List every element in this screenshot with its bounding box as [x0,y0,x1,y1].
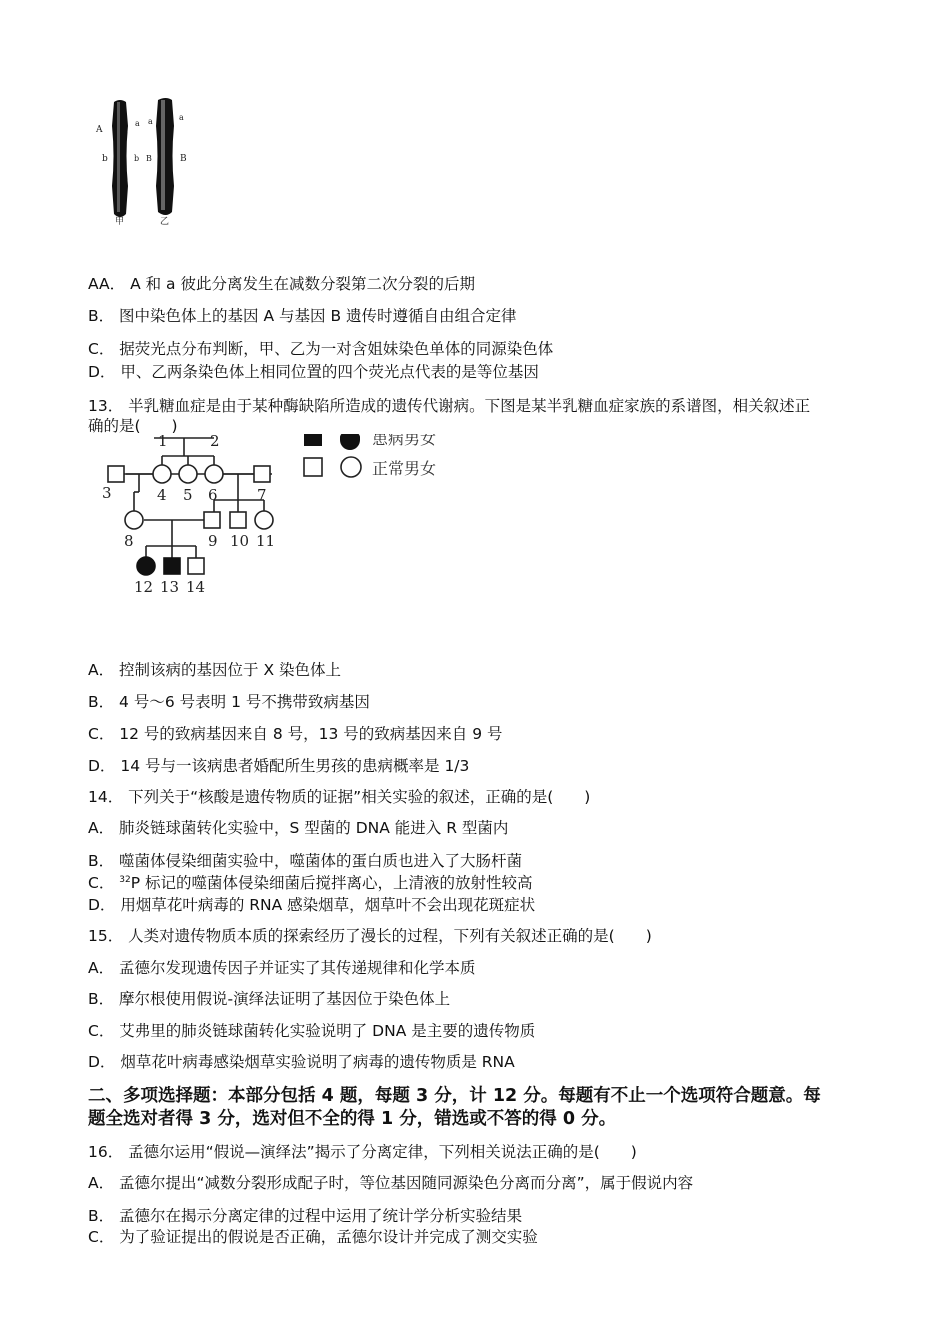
caption-jia: 甲 [115,217,125,227]
pedigree-female-6 [205,465,223,483]
chromosome-figure [90,96,210,231]
pedigree-number-5: 5 [183,486,193,504]
pedigree-number-9: 9 [208,532,218,550]
label-B-right: B [180,154,187,164]
label-A-left: A [96,125,103,135]
pedigree-number-1: 1 [158,434,168,450]
q14-stem: 14． 下列关于“核酸是遗传物质的证据”相关实验的叙述，正确的是( ) [88,788,591,806]
pedigree-number-6: 6 [208,486,218,504]
pedigree-male-3 [108,466,124,482]
section2-heading-line1: 二、多项选择题：本部分包括 4 题，每题 3 分，计 12 分。每题有不止一个选项符合题意。每 [88,1086,821,1106]
pedigree-male-9 [204,512,220,528]
q12-option-a: AA． A 和 a 彼此分离发生在减数分裂第二次分裂的后期 [88,275,475,293]
section2-heading-line2: 题全选对者得 3 分，选对但不全的得 1 分，错选或不答的得 0 分。 [88,1109,617,1129]
pedigree-number-2: 2 [210,434,220,450]
pedigree-male-7 [254,466,270,482]
q13-option-b: B． 4 号～6 号表明 1 号不携带致病基因 [88,693,370,711]
q16-option-b: B． 孟德尔在揭示分离定律的过程中运用了统计学分析实验结果 [88,1207,523,1225]
q13-option-c: C． 12 号的致病基因来自 8 号，13 号的致病基因来自 9 号 [88,725,503,743]
legend-affected-label: 患病男女 [372,434,437,448]
label-B-mid: B [146,154,152,163]
pedigree-male-10 [230,512,246,528]
q15-option-b: B． 摩尔根使用假说-演绎法证明了基因位于染色体上 [88,990,451,1008]
label-b-left: b [102,154,108,164]
pedigree-female-11 [255,511,273,529]
caption-yi: 乙 [160,217,170,227]
q16-option-c: C． 为了验证提出的假说是否正确，孟德尔设计并完成了测交实验 [88,1228,538,1246]
q13-option-d: D． 14 号与一该病患者婚配所生男孩的患病概率是 1/3 [88,757,470,775]
pedigree-female-5 [179,465,197,483]
q12-option-b: B． 图中染色体上的基因 A 与基因 B 遗传时遵循自由组合定律 [88,307,517,325]
q12-option-d: D． 甲、乙两条染色体上相同位置的四个荧光点代表的是等位基因 [88,363,539,381]
label-a-right: a [179,113,184,122]
q13-stem-line2: 确的是( ) [88,417,178,435]
legend-affected-male-icon [304,434,322,446]
q14-option-a: A． 肺炎链球菌转化实验中，S 型菌的 DNA 能进入 R 型菌内 [88,819,509,837]
q12-option-c: C． 据荧光点分布判断，甲、乙为一对含姐妹染色单体的同源染色体 [88,340,554,358]
q14-option-d: D． 用烟草花叶病毒的 RNA 感染烟草，烟草叶不会出现花斑症状 [88,896,536,914]
pedigree-male-14 [188,558,204,574]
pedigree-number-10: 10 [230,532,250,550]
pedigree-number-13: 13 [160,578,180,596]
legend-normal-label: 正常男女 [372,459,437,478]
q14-option-c-prefix: C． [88,874,120,892]
q15-stem: 15． 人类对遗传物质本质的探索经历了漫长的过程，下列有关叙述正确的是( ) [88,927,652,945]
q15-option-d: D． 烟草花叶病毒感染烟草实验说明了病毒的遗传物质是 RNA [88,1053,515,1071]
label-b-mid: b [134,154,140,163]
pedigree-number-12: 12 [134,578,154,596]
q13-stem-line1: 13． 半乳糖血症是由于某种酶缺陷所造成的遗传代谢病。下图是某半乳糖血症家族的系谱图，相关叙述正 [88,397,811,415]
pedigree-figure [96,434,466,604]
pedigree-number-7: 7 [257,486,267,504]
q15-option-a: A． 孟德尔发现遗传因子并证实了其传递规律和化学本质 [88,959,476,977]
q14-option-c-superscript: 32 [119,874,131,885]
q15-option-c: C． 艾弗里的肺炎链球菌转化实验说明了 DNA 是主要的遗传物质 [88,1022,536,1040]
q14-option-c-text: P 标记的噬菌体侵染细菌后搅拌离心，上清液的放射性较高 [130,874,533,892]
legend-normal-male-icon [304,458,322,476]
pedigree-female-4 [153,465,171,483]
pedigree-number-3: 3 [102,484,112,502]
label-a-mid2: a [148,117,153,126]
q16-option-a: A． 孟德尔提出“减数分裂形成配子时，等位基因随同源染色分离而分离”，属于假说内容 [88,1174,694,1192]
q13-option-a: A． 控制该病的基因位于 X 染色体上 [88,661,342,679]
pedigree-number-8: 8 [124,532,134,550]
legend-normal-female-icon [341,457,361,477]
pedigree-number-14: 14 [186,578,206,596]
pedigree-female-12 [137,557,155,575]
q14-option-b: B． 噬菌体侵染细菌实验中，噬菌体的蛋白质也进入了大肠杆菌 [88,852,523,870]
q16-stem: 16． 孟德尔运用“假说—演绎法”揭示了分离定律，下列相关说法正确的是( ) [88,1143,637,1161]
pedigree-number-11: 11 [256,532,276,550]
pedigree-number-4: 4 [157,486,167,504]
q14-option-c [88,873,532,893]
pedigree-female-8 [125,511,143,529]
label-a-mid1: a [135,119,140,128]
pedigree-male-13 [164,558,180,574]
